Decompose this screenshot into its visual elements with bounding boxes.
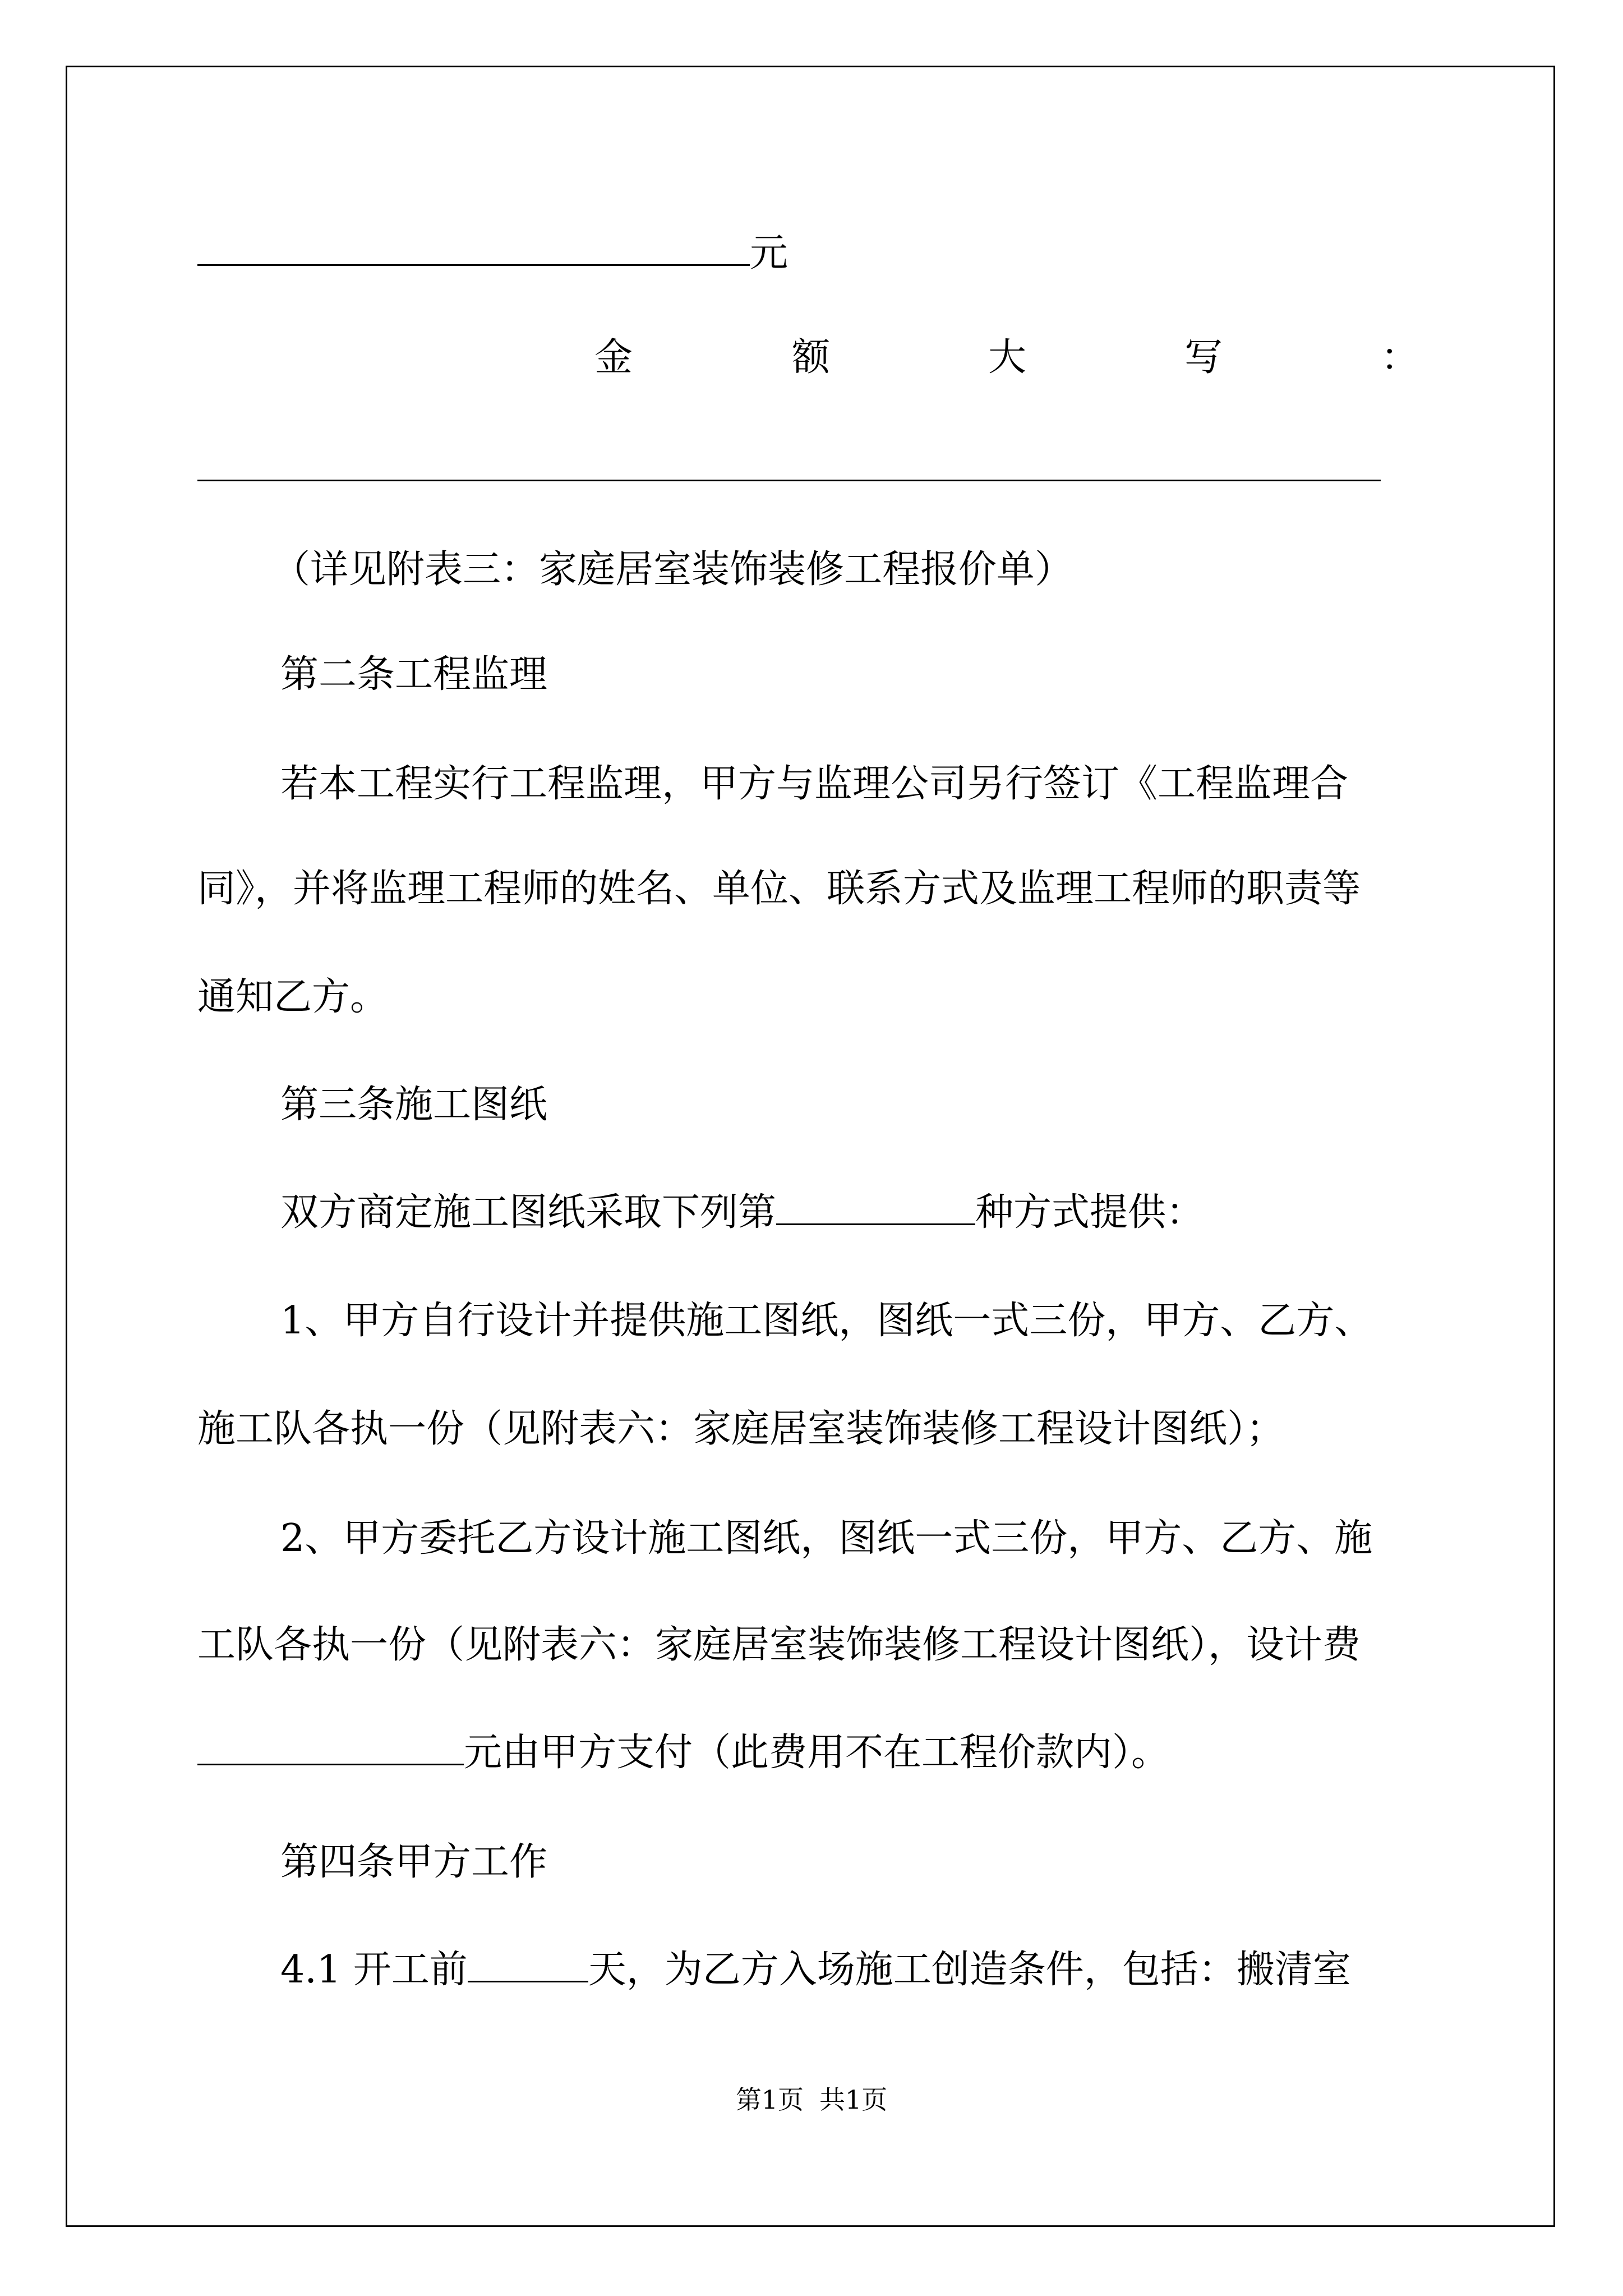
page-total: 共1页: [819, 2085, 888, 2115]
article-2-para-line-3: 通知乙方。: [197, 975, 389, 1019]
article-3-para: [280, 1190, 1204, 1235]
days-before-start-blank[interactable]: [468, 1948, 588, 1982]
page-footer: [0, 2084, 1623, 2115]
amount-caps-char-4: 写: [1184, 335, 1223, 380]
page-border: [66, 66, 1555, 2227]
article-3-item-2-line-3: [197, 1731, 1169, 1775]
article-3-item-1-line-2: 施工队各执一份（见附表六：家庭居室装饰装修工程设计图纸）；: [197, 1407, 1285, 1451]
article-3-para-part-2: 种方式提供：: [975, 1190, 1205, 1235]
amount-caps-char-3: 大: [988, 335, 1027, 380]
article-2-para-line-2: 同》，并将监理工程师的姓名、单位、联系方式及监理工程师的职责等: [197, 867, 1361, 911]
article-4-title: 第四条甲方工作: [280, 1840, 548, 1884]
amount-caps-char-1: 金: [594, 335, 633, 380]
article-3-para-part-1: 双方商定施工图纸采取下列第: [280, 1190, 777, 1235]
yuan-unit: 元: [750, 231, 789, 275]
article-3-item-2-line-1: 2、甲方委托乙方设计施工图纸，图纸一式三份，甲方、乙方、施: [280, 1516, 1373, 1561]
amount-blank[interactable]: [197, 232, 750, 266]
article-3-title: 第三条施工图纸: [280, 1083, 548, 1127]
article-2-title: 第二条工程监理: [280, 652, 548, 697]
article-2-para-line-1: 若本工程实行工程监理，甲方与监理公司另行签订《工程监理合: [280, 762, 1349, 806]
article-4-1-part-1: 4.1 开工前: [280, 1948, 468, 1992]
design-fee-text: 元由甲方支付（此费用不在工程价款内）。: [464, 1731, 1170, 1775]
article-4-1-part-2: 天，为乙方入场施工创造条件，包括：搬清室: [588, 1948, 1351, 1992]
amount-in-words-blank[interactable]: [197, 480, 1381, 481]
article-4-1-line: [280, 1948, 1351, 1993]
design-fee-blank[interactable]: [197, 1731, 464, 1765]
amount-caps-char-5: ：: [1381, 335, 1419, 380]
article-3-item-1-line-1: 1、甲方自行设计并提供施工图纸，图纸一式三份，甲方、乙方、: [280, 1299, 1373, 1343]
amount-in-words-label: [197, 335, 1419, 380]
amount-caps-char-2: 额: [792, 335, 831, 380]
method-number-blank[interactable]: [776, 1191, 975, 1225]
page-current: 第1页: [735, 2085, 804, 2115]
see-appendix-note: （详见附表三：家庭居室装饰装修工程报价单）: [272, 547, 1073, 592]
amount-line: [197, 231, 788, 276]
article-3-item-2-line-2: 工队各执一份（见附表六：家庭居室装饰装修工程设计图纸），设计费: [197, 1623, 1361, 1667]
